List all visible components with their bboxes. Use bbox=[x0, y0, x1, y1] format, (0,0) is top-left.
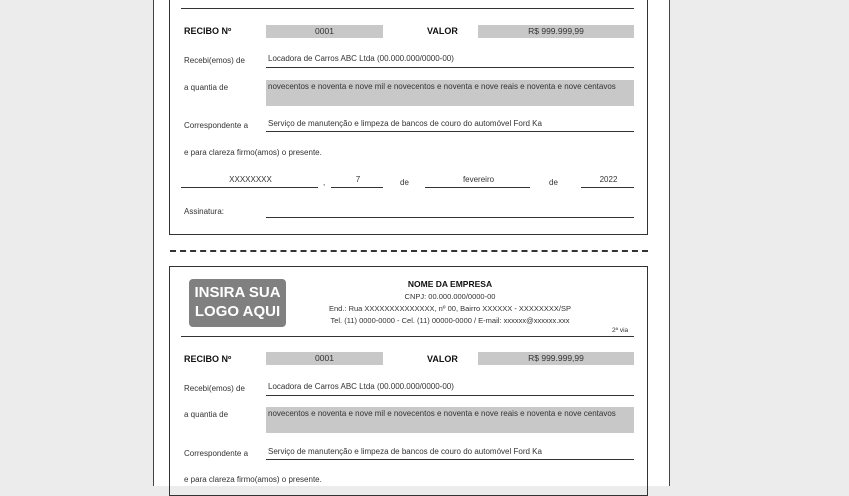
received-from-value-2: Locadora de Carros ABC Ltda (00.000.000/0000-00) bbox=[266, 382, 634, 396]
company-address: End.: Rua XXXXXXXXXXXXXX, nº 00, Bairro XXXXXX - XXXXXXXX/SP bbox=[328, 304, 572, 313]
recibo-number: 0001 bbox=[266, 25, 383, 38]
amount-label: a quantia de bbox=[184, 83, 229, 92]
purpose-label-2: Correspondente a bbox=[184, 449, 249, 458]
clarity-text-2: e para clareza firmo(amos) o presente. bbox=[184, 475, 322, 484]
amount-words-2: novecentos e noventa e nove mil e novecentos e noventa e nove reais e noventa e nove centavos bbox=[266, 407, 634, 433]
logo-line-2: LOGO AQUI bbox=[194, 303, 281, 320]
amount-words: novecentos e noventa e nove mil e novecentos e noventa e nove reais e noventa e nove centavos bbox=[266, 80, 634, 106]
recibo-label: RECIBO Nº bbox=[184, 26, 232, 36]
company-name: NOME DA EMPRESA bbox=[407, 279, 493, 289]
valor-label-2: VALOR bbox=[427, 354, 458, 364]
valor-label: VALOR bbox=[427, 26, 458, 36]
purpose-value: Serviço de manutenção e limpeza de bancos de couro do automóvel Ford Ka bbox=[266, 119, 634, 132]
signature-label: Assinatura: bbox=[184, 207, 225, 216]
month-field: fevereiro bbox=[425, 175, 530, 188]
logo-line-1: INSIRA SUA bbox=[194, 284, 281, 301]
logo-placeholder bbox=[189, 279, 286, 327]
purpose-value-2: Serviço de manutenção e limpeza de bancos de couro do automóvel Ford Ka bbox=[266, 447, 634, 460]
company-contact: Tel. (11) 0000-0000 - Cel. (11) 00000-0000 / E-mail: xxxxxx@xxxxxx.xxx bbox=[330, 316, 570, 325]
city-field: XXXXXXXX bbox=[181, 175, 318, 188]
recibo-label-2: RECIBO Nº bbox=[184, 354, 232, 364]
clarity-text: e para clareza firmo(amos) o presente. bbox=[184, 148, 322, 157]
copy-label: 2ª via bbox=[612, 327, 629, 334]
year-field: 2022 bbox=[581, 175, 634, 188]
day-field: 7 bbox=[331, 175, 383, 188]
received-from-value: Locadora de Carros ABC Ltda (00.000.000/0000-00) bbox=[266, 54, 634, 68]
company-cnpj: CNPJ: 00.000.000/0000-00 bbox=[404, 292, 496, 301]
recibo-number-2: 0001 bbox=[266, 352, 383, 365]
received-from-label: Recebi(emos) de bbox=[184, 56, 245, 65]
valor-amount: R$ 999.999,99 bbox=[478, 25, 634, 38]
de-label-1: de bbox=[400, 178, 409, 187]
de-label-2: de bbox=[549, 178, 558, 187]
purpose-label: Correspondente a bbox=[184, 121, 249, 130]
signature-line bbox=[266, 217, 634, 218]
amount-label-2: a quantia de bbox=[184, 410, 229, 419]
valor-amount-2: R$ 999.999,99 bbox=[478, 352, 634, 365]
received-from-label-2: Recebi(emos) de bbox=[184, 384, 245, 393]
header-separator-second bbox=[181, 336, 634, 337]
comma: , bbox=[323, 178, 326, 187]
header-separator-first bbox=[181, 8, 634, 9]
cut-line bbox=[170, 250, 648, 252]
